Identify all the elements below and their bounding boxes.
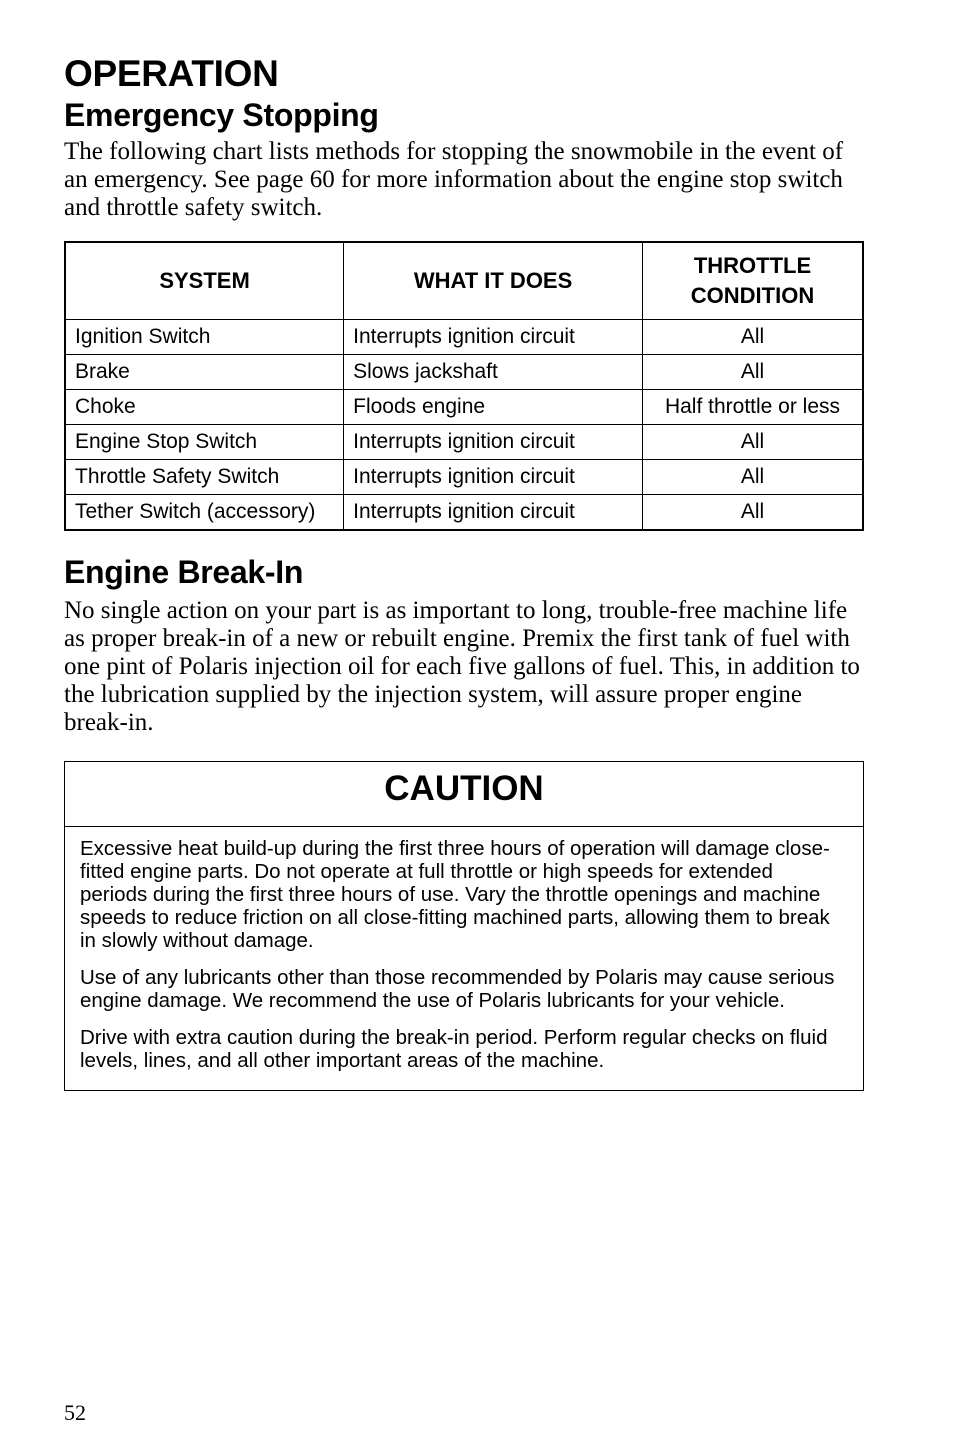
table-cell-what-it-does: Interrupts ignition circuit xyxy=(344,495,643,531)
table-cell-system: Brake xyxy=(65,355,344,390)
subsection-title-emergency-stopping: Emergency Stopping xyxy=(64,97,379,133)
table-cell-throttle-condition: All xyxy=(642,495,863,531)
table-cell-what-it-does: Interrupts ignition circuit xyxy=(344,320,643,355)
table-cell-throttle-condition: All xyxy=(642,320,863,355)
table-row xyxy=(65,390,863,425)
caution-box xyxy=(64,761,864,1091)
column-header-what-it-does: WHAT IT DOES xyxy=(344,242,643,320)
table-cell-throttle-condition: All xyxy=(642,355,863,390)
table-cell-what-it-does: Interrupts ignition circuit xyxy=(344,460,643,495)
break-in-paragraph: No single action on your part is as important to long, trouble-free machine life as proper break-in of a new or rebuilt engine. Premix the first tank of fuel with one pint of Polaris injection oil for each five gallons of fuel. This, in addition to the lubrication supplied by the injection system, will assure proper engine break-in. xyxy=(64,597,860,736)
caution-body xyxy=(65,827,863,1090)
table-header-row xyxy=(65,242,863,320)
caution-paragraph: Drive with extra caution during the break-in period. Perform regular checks on fluid levels, lines, and all other important areas of the machine. xyxy=(80,1026,828,1072)
emergency-stopping-table xyxy=(64,241,864,531)
intro-paragraph: The following chart lists methods for stopping the snowmobile in the event of an emergency. See page 60 for more information about the engine stop switch and throttle safety switch. xyxy=(64,138,844,221)
caution-title: CAUTION xyxy=(65,762,863,827)
table-cell-throttle-condition: Half throttle or less xyxy=(642,390,863,425)
caution-paragraph: Use of any lubricants other than those recommended by Polaris may cause serious engine damage. We recommend the use of Polaris lubricants for your vehicle. xyxy=(80,966,835,1012)
caution-paragraph: Excessive heat build-up during the first three hours of operation will damage close-fitted engine parts. Do not operate at full throttle or high speeds for extended periods during the first three hours of use. Vary the throttle openings and machine speeds to reduce friction on all close-fitting machined parts, allowing them to break in slowly without damage. xyxy=(80,837,830,952)
table-cell-what-it-does: Interrupts ignition circuit xyxy=(344,425,643,460)
table-cell-what-it-does: Slows jackshaft xyxy=(344,355,643,390)
table-row xyxy=(65,460,863,495)
table-row xyxy=(65,425,863,460)
table-row xyxy=(65,320,863,355)
table-cell-system: Tether Switch (accessory) xyxy=(65,495,344,531)
table-cell-system: Engine Stop Switch xyxy=(65,425,344,460)
table-cell-throttle-condition: All xyxy=(642,425,863,460)
table-row xyxy=(65,495,863,531)
table-cell-what-it-does: Floods engine xyxy=(344,390,643,425)
page-number: 52 xyxy=(64,1400,86,1425)
table-row xyxy=(65,355,863,390)
table-cell-system: Ignition Switch xyxy=(65,320,344,355)
table-cell-system: Choke xyxy=(65,390,344,425)
table-cell-throttle-condition: All xyxy=(642,460,863,495)
subsection-title-engine-break-in: Engine Break-In xyxy=(64,554,304,590)
page-content xyxy=(64,52,864,1091)
section-title: OPERATION xyxy=(64,53,279,94)
column-header-throttle-condition: THROTTLE CONDITION xyxy=(642,242,863,320)
table-cell-system: Throttle Safety Switch xyxy=(65,460,344,495)
column-header-system: SYSTEM xyxy=(65,242,344,320)
